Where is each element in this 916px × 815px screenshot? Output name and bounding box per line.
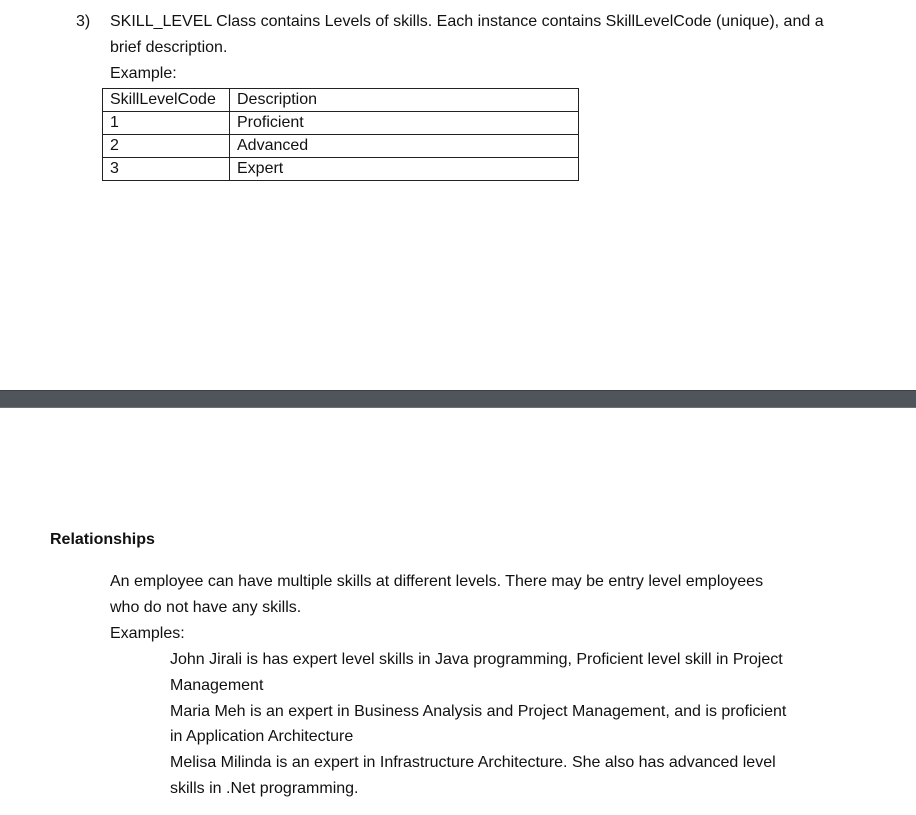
relationships-heading: Relationships (50, 531, 155, 548)
table-row (103, 112, 579, 135)
table-header-row (103, 89, 579, 112)
skill-level-intro-line-2: brief description. (110, 39, 228, 56)
column-header-skill-level-code: SkillLevelCode (103, 89, 230, 112)
column-header-description: Description (230, 89, 579, 112)
example-3-line-2: skills in .Net programming. (170, 780, 359, 797)
cell-description: Advanced (230, 135, 579, 158)
example-2-line-1: Maria Meh is an expert in Business Analysis and Project Management, and is proficient (170, 703, 787, 720)
example-label: Example: (110, 65, 177, 82)
skill-level-intro-line-1: SKILL_LEVEL Class contains Levels of skills. Each instance contains SkillLevelCode (unique), and a (110, 13, 824, 30)
examples-label: Examples: (110, 625, 185, 642)
item-number: 3) (76, 13, 91, 30)
page-top-section (0, 0, 916, 390)
page-break-divider (0, 390, 916, 408)
table-row (103, 158, 579, 181)
cell-skill-level-code: 2 (103, 135, 230, 158)
skill-level-table (102, 88, 579, 181)
example-2-line-2: in Application Architecture (170, 728, 354, 745)
cell-description: Proficient (230, 112, 579, 135)
cell-skill-level-code: 3 (103, 158, 230, 181)
example-1-line-1: John Jirali is has expert level skills in Java programming, Proficient level skill in Project (170, 651, 783, 668)
cell-description: Expert (230, 158, 579, 181)
example-1-line-2: Management (170, 677, 264, 694)
relationships-paragraph-line-1: An employee can have multiple skills at different levels. There may be entry level employees (110, 573, 764, 590)
example-3-line-1: Melisa Milinda is an expert in Infrastructure Architecture. She also has advanced level (170, 754, 776, 771)
cell-skill-level-code: 1 (103, 112, 230, 135)
table-row (103, 135, 579, 158)
relationships-paragraph-line-2: who do not have any skills. (110, 599, 302, 616)
